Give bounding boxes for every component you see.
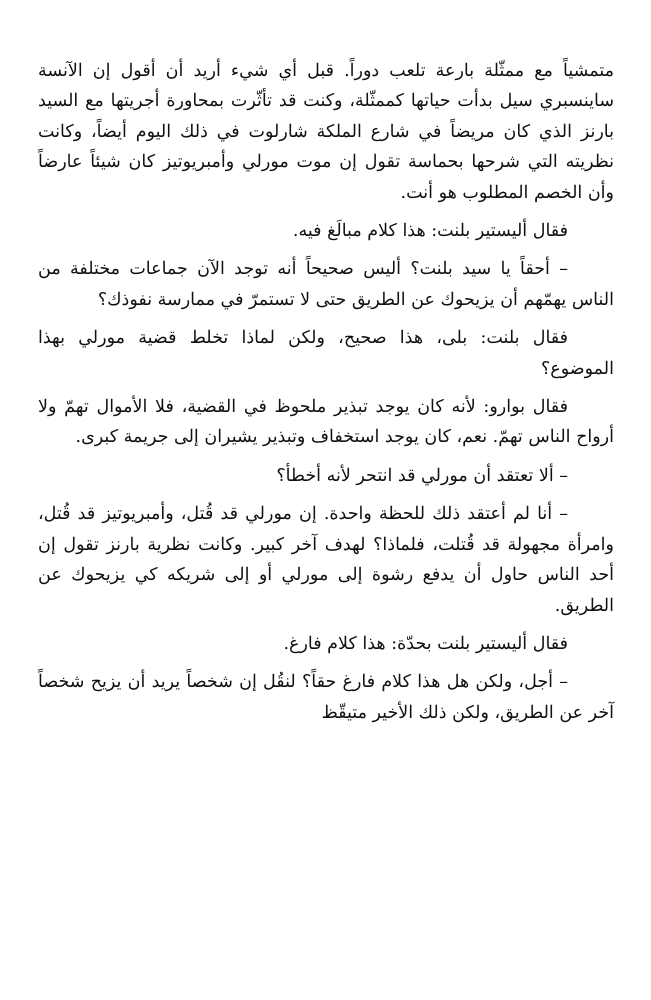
paragraph: فقال بوارو: لأنه كان يوجد تبذير ملحوظ في القضية، فلا الأموال تهمّ ولا أرواح الناس تهمّ. نعم، كان يوجد استخفاف وتبذير يشيران إلى جريمة كبرى. xyxy=(38,397,614,448)
paragraph: فقال بلنت: بلى، هذا صحيح، ولكن لماذا تخلط قضية مورلي بهذا الموضوع؟ xyxy=(38,328,614,379)
paragraph: فقال أليستير بلنت بحدّة: هذا كلام فارغ. xyxy=(283,633,568,654)
paragraph: – أحقاً يا سيد بلنت؟ أليس صحيحاً أنه توجد الآن جماعات مختلفة من الناس يهمّهم أن يزيحوك عن الطريق حتى لا تستمرّ في ممارسة نفوذك؟ xyxy=(38,259,614,310)
paragraph: متمشياً مع ممثّلة بارعة تلعب دوراً. قبل أي شيء أريد أن أقول إن الآنسة ساينسبري سيل بدأت حياتها كممثّلة، وكنت قد تأثّرت بمحاورة أجريتها مع السيد بارنز الذي كان مريضاً في شارع الملكة شارلوت في ذلك اليوم أيضاً، وكانت نظريته التي شرحها بحماسة تقول إن موت مورلي وأمبريوتيز كان شيئاً عارضاً وأن الخصم المطلوب هو أنت. xyxy=(38,61,614,203)
book-page xyxy=(38,56,614,736)
paragraph: – أجل، ولكن هل هذا كلام فارغ حقاً؟ لنقُل إن شخصاً يريد أن يزيح شخصاً آخر عن الطريق، ولكن ذلك الأخير متيقّظ xyxy=(38,672,614,723)
paragraph: – ألا تعتقد أن مورلي قد انتحر لأنه أخطأ؟ xyxy=(276,465,568,486)
paragraph: فقال أليستير بلنت: هذا كلام مبالَغ فيه. xyxy=(292,221,568,242)
paragraph: – أنا لم أعتقد ذلك للحظة واحدة. إن مورلي قد قُتل، وأمبريوتيز قد قُتل، وامرأة مجهولة قد قُتلت، فلماذا؟ لهدف آخر كبير. وكانت نظرية بارنز تقول إن أحد الناس حاول أن يدفع رشوة إلى مورلي أو إلى شريكه كي يزيحوك عن الطريق. xyxy=(38,504,614,616)
